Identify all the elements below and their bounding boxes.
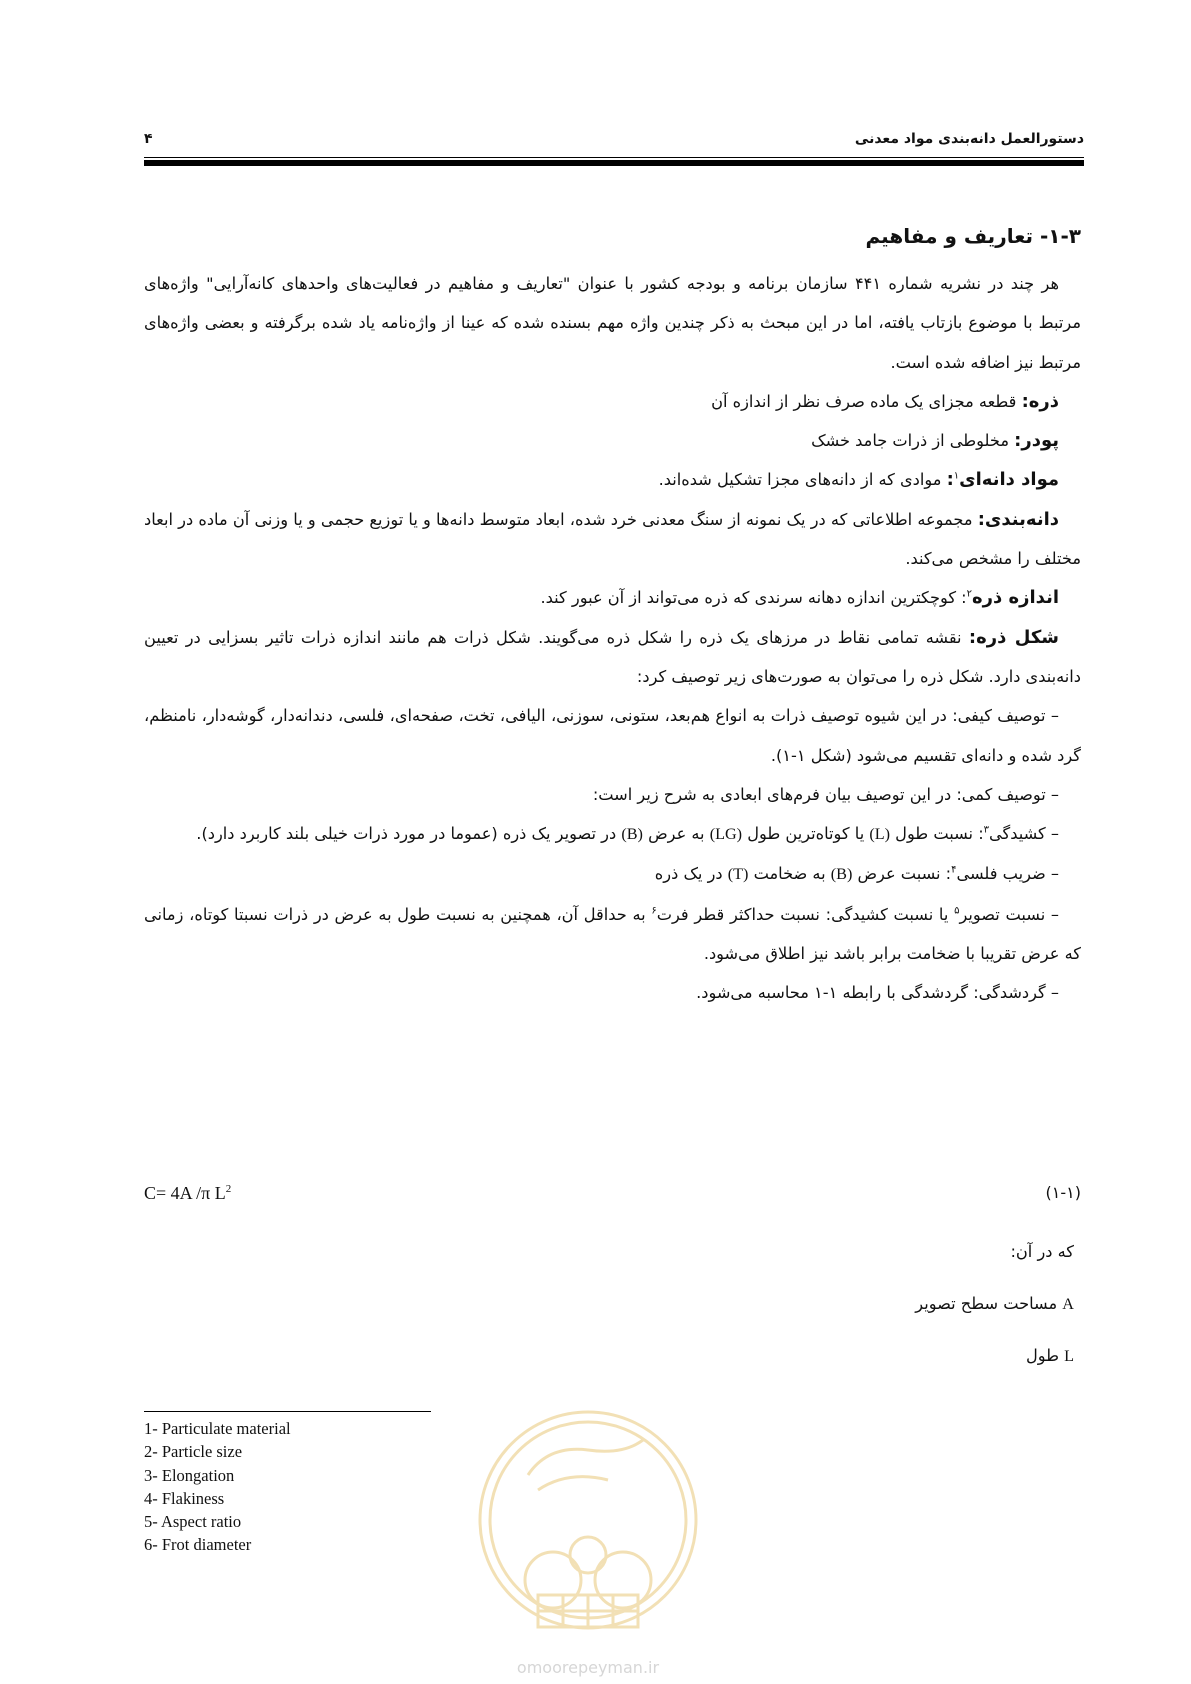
def-powder <box>144 421 1081 460</box>
def-term: اندازه ذره <box>972 587 1059 609</box>
item-roundness: – گردشدگی: گردشدگی با رابطه ۱-۱ محاسبه می‌شود. <box>696 983 1059 1003</box>
def-granular <box>144 460 1081 499</box>
def-particle <box>144 382 1081 421</box>
footnote: 1- Particulate material <box>144 1419 291 1438</box>
footnote-ref: ۶ <box>651 905 657 917</box>
item-aspect-ratio <box>144 895 1081 974</box>
item-text: : نسبت عرض <box>852 864 952 884</box>
section-heading: ۱-۳- تعاریف و مفاهیم <box>865 224 1081 248</box>
def-text: نقشه تمامی نقاط در مرزهای یک ذره را شکل ذره می‌گویند. شکل ذرات هم مانند اندازه ذرات تاثیر بسزایی در تعیین دانه‌بندی دارد. شکل ذره را می‌توان به صورت‌های زیر توصیف کرد: <box>144 627 1081 686</box>
def-term: دانه‌بندی: <box>977 508 1059 530</box>
item-text: : نسبت طول <box>890 824 984 844</box>
equation-text: C= 4A /π L <box>144 1183 226 1203</box>
footnote: 2- Particle size <box>144 1442 243 1462</box>
symbol-L: (L) <box>869 825 891 844</box>
def-grading <box>144 500 1081 579</box>
item-text: در یک ذره <box>654 864 728 884</box>
watermark-site: omoorepeyman.ir <box>516 1658 660 1677</box>
def-text: : کوچکترین اندازه دهانه سرندی که ذره می‌تواند از آن عبور کند. <box>540 588 967 608</box>
footnote-rule <box>144 1411 431 1412</box>
footnote: 4- Flakiness <box>144 1488 225 1508</box>
symbol-LG: (LG) <box>709 825 743 844</box>
symbol-A: A <box>1062 1295 1074 1313</box>
def-text: موادی که از دانه‌های مجزا تشکیل شده‌اند. <box>658 470 947 490</box>
variable-L <box>915 1330 1074 1382</box>
header-title: دستورالعمل دانه‌بندی مواد معدنی <box>854 131 1084 147</box>
footnote-ref: ۲ <box>966 588 973 600</box>
def-text: قطعه مجزای یک ماده صرف نظر از اندازه آن <box>711 391 1022 411</box>
variables-block <box>915 1226 1074 1382</box>
footnote-ref: ۵ <box>954 905 960 917</box>
def-term: ذره: <box>1021 390 1059 412</box>
footnote: 5- Aspect ratio <box>144 1512 242 1532</box>
item-text: – کشیدگی <box>989 824 1059 844</box>
header-rule-thick <box>144 160 1084 166</box>
item-text: به ضخامت <box>748 864 831 884</box>
def-text: مخلوطی از ذرات جامد خشک <box>811 431 1015 451</box>
item-text: در تصویر یک ذره (عموما در مورد ذرات خیلی بلند کاربرد دارد). <box>196 824 622 844</box>
item-text: – نسبت تصویر <box>959 904 1059 924</box>
symbol-T: (T) <box>727 865 749 884</box>
item-text: به حداقل آن، همچنین به نسبت طول به عرض در ذرات نسبتا کوتاه، زمانی که عرض تقریبا با ضخامت برابر باشد نیز اطلاق می‌شود. <box>144 904 1081 964</box>
item-text: یا نسبت کشیدگی: نسبت حداکثر قطر فرت <box>656 904 955 924</box>
equation-exponent: 2 <box>225 1183 232 1195</box>
footnote: 6- Frot diameter <box>144 1535 252 1555</box>
intro-paragraph: هر چند در نشریه شماره ۴۴۱ سازمان برنامه و بودجه کشور با عنوان "تعاریف و مفاهیم در فعالیت‌های واحدهای کانه‌آرایی" واژه‌های مرتبط با موضوع بازتاب یافته، اما در این مبحث به ذکر چندین واژه مهم بسنده شده که عینا از واژه‌نامه یاد شده برگرفته و بعضی واژه‌های مرتبط نیز اضافه شده است. <box>144 274 1081 372</box>
equation-row <box>144 1183 1081 1219</box>
footnotes <box>144 1417 291 1557</box>
variable-text: طول <box>1025 1346 1065 1365</box>
item-elongation <box>144 814 1081 854</box>
def-term: پودر: <box>1014 430 1059 452</box>
watermark-logo <box>458 1380 718 1680</box>
header-rule-thin <box>144 157 1084 158</box>
item-text: به عرض <box>642 824 710 844</box>
variable-text: مساحت سطح تصویر <box>915 1294 1063 1313</box>
item-quantitative: – توصیف کمی: در این توصیف بیان فرم‌های ابعادی به شرح زیر است: <box>592 784 1059 804</box>
def-text: مجموعه اطلاعاتی که در یک نمونه از سنگ معدنی خرد شده، ابعاد متوسط دانه‌ها و یا توزیع حجمی و یا وزنی آن ماده در ابعاد مختلف را مشخص می‌کند. <box>144 509 1081 569</box>
def-shape <box>144 618 1081 697</box>
watermark-emblem-icon <box>458 1380 718 1655</box>
item-text: یا کوتاه‌ترین طول <box>742 824 870 844</box>
footnote-ref: ۱ <box>953 471 960 483</box>
footnote-ref: ۳ <box>983 824 990 836</box>
item-qualitative: – توصیف کیفی: در این شیوه توصیف ذرات به انواع هم‌بعد، ستونی، سوزنی، الیافی، تخت، صفحه‌ای، فلسی، دندانه‌دار، گوشه‌دار، نامنظم، گرد شده و دانه‌ای تقسیم می‌شود (شکل ۱-۱). <box>144 706 1081 765</box>
def-size <box>144 578 1081 617</box>
footnote-ref: ۴ <box>951 865 957 877</box>
equation <box>144 1183 231 1204</box>
document-body <box>144 214 1081 1013</box>
equation-number: (۱-۱) <box>1045 1183 1081 1202</box>
def-term-colon: : <box>946 469 954 491</box>
page-number: ۴ <box>144 131 153 147</box>
def-term: مواد دانه‌ای <box>959 469 1059 491</box>
def-term: شکل ذره: <box>968 626 1059 648</box>
item-text: – ضریب فلسی <box>956 864 1059 884</box>
footnote: 3- Elongation <box>144 1465 235 1485</box>
variable-A <box>915 1278 1074 1330</box>
where-intro: که در آن: <box>1010 1242 1074 1261</box>
item-flakiness <box>144 854 1081 894</box>
symbol-L: L <box>1064 1347 1074 1365</box>
symbol-B: (B) <box>830 865 853 884</box>
symbol-B: (B) <box>621 825 643 844</box>
